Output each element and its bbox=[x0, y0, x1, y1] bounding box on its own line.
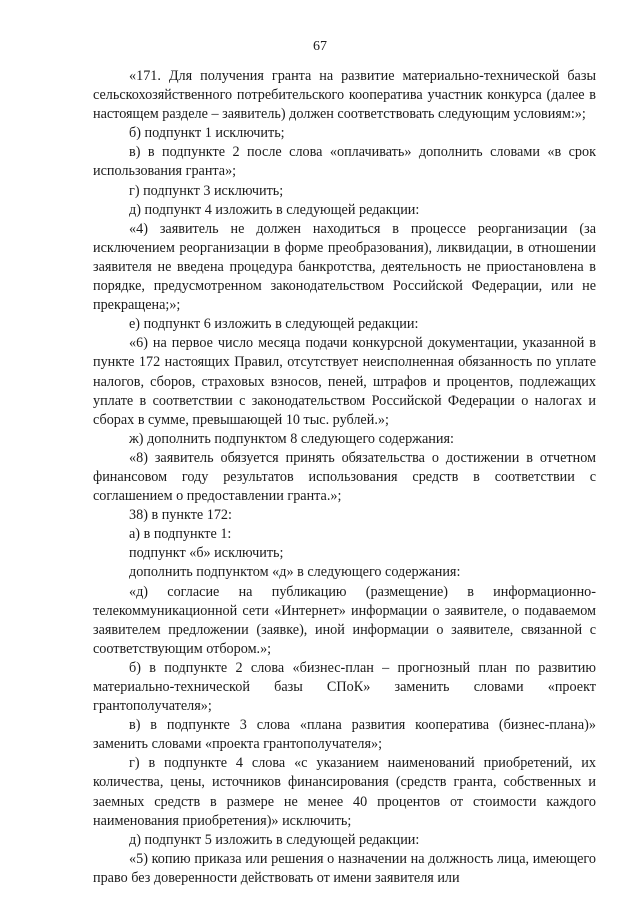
paragraph: а) в подпункте 1: bbox=[129, 526, 232, 543]
paragraph: б) подпункт 1 исключить; bbox=[129, 125, 285, 142]
paragraph: д) подпункт 5 изложить в следующей редакции: bbox=[129, 831, 420, 848]
paragraph: «6) на первое число месяца подачи конкурсной документации, указанной в пункте 172 настоящих Правил, отсутствует неисполненная обязанность по уплате налогов, сборов, страховых взносов, пеней, штрафов и процентов, подлежащих уплате в соответствии с законодательством Российской Федерации о налогах и сборах в сумме, превышающей 10 тыс. рублей.»; bbox=[93, 335, 596, 428]
paragraph: «5) копию приказа или решения о назначении на должность лица, имеющего право без доверенности действовать от имени заявителя или bbox=[93, 850, 596, 886]
paragraph: б) в подпункте 2 слова «бизнес-план – прогнозный план по развитию материально-технической базы СПоК» заменить словами «проект грантополучателя»; bbox=[93, 659, 596, 715]
document-body bbox=[93, 67, 596, 888]
paragraph: подпункт «б» исключить; bbox=[129, 545, 284, 562]
paragraph: г) в подпункте 4 слова «с указанием наименований приобретений, их количества, цены, источников финансирования (средств гранта, собственных и заемных средств в размере не менее 40 процентов от стоимости каждого наименования приобретения)» исключить; bbox=[93, 755, 596, 829]
page-number: 67 bbox=[313, 39, 327, 54]
paragraph: г) подпункт 3 исключить; bbox=[129, 182, 284, 199]
paragraph: ж) дополнить подпунктом 8 следующего содержания: bbox=[129, 430, 454, 447]
paragraph: «д) согласие на публикацию (размещение) в информационно-телекоммуникационной сети «Интернет» информации о заявителе, о подаваемом заявителем предложении (заявке), иной информации о заявителе, связанной с соответствующим отбором.»; bbox=[93, 583, 596, 657]
paragraph: д) подпункт 4 изложить в следующей редакции: bbox=[129, 201, 420, 218]
paragraph: е) подпункт 6 изложить в следующей редакции: bbox=[129, 316, 419, 333]
paragraph: дополнить подпунктом «д» в следующего содержания: bbox=[129, 564, 461, 581]
paragraph: «171. Для получения гранта на развитие материально-технической базы сельскохозяйственного потребительского кооператива участник конкурса (далее в настоящем разделе – заявитель) должен соответствовать следующим условиям:»; bbox=[93, 68, 596, 123]
paragraph: 38) в пункте 172: bbox=[129, 507, 232, 524]
paragraph: в) в подпункте 3 слова «плана развития кооператива (бизнес-плана)» заменить словами «проекта грантополучателя»; bbox=[93, 717, 596, 753]
paragraph: «8) заявитель обязуется принять обязательства о достижении в отчетном финансовом году результатов использования средств в соответствии с соглашением о предоставлении гранта.»; bbox=[93, 449, 596, 505]
paragraph: «4) заявитель не должен находиться в процессе реорганизации (за исключением реорганизации в форме преобразования), ликвидации, в отношении заявителя не введена процедура банкротства, деятельность не приостановлена в порядке, предусмотренном законодательством Российской Федерации, или не прекращена;»; bbox=[93, 220, 596, 314]
paragraph: в) в подпункте 2 после слова «оплачивать» дополнить словами «в срок использования гранта»; bbox=[93, 144, 596, 180]
